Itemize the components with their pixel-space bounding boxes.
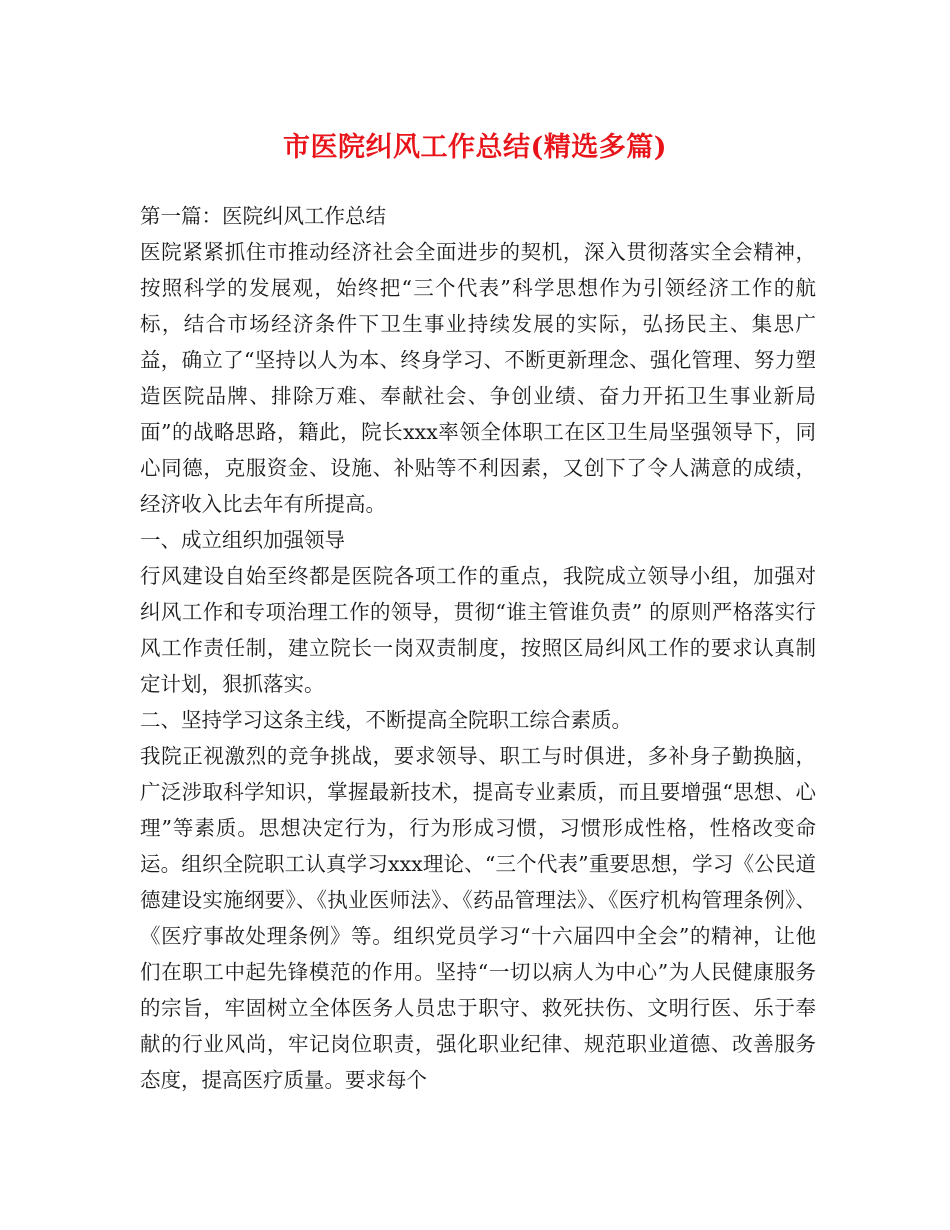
section-title: 第一篇：医院纠风工作总结 xyxy=(140,204,386,228)
intro-paragraph: 医院紧紧抓住市推动经济社会全面进步的契机，深入贯彻落实全会精神，按照科学的发展观，始终把“三个代表”科学思想作为引领经济工作的航标，结合市场经济条件下卫生事业持续发展的实际，弘扬民主、集思广益，确立了“坚持以人为本、终身学习、不断更新理念、强化管理、努力塑造医院品牌、排除万难、奉献社会、争创业绩、奋力开拓卫生事业新局面”的战略思路，籍此，院长xxx率领全体职工在区卫生局坚强领导下，同心同德，克服资金、设施、补贴等不利因素，又创下了令人满意的成绩，经济收入比去年有所提高。 xyxy=(140,240,816,516)
paragraph-1: 行风建设自始至终都是医院各项工作的重点，我院成立领导小组，加强对纠风工作和专项治理工作的领导，贯彻“谁主管谁负责” 的原则严格落实行风工作责任制，建立院长一岗双责制度，按照区局纠风工作的要求认真制定计划，狠抓落实。 xyxy=(140,564,816,696)
document-title: 市医院纠风工作总结(精选多篇) xyxy=(282,132,668,163)
section-heading-2: 二、坚持学习这条主线，不断提高全院职工综合素质。 xyxy=(140,708,632,732)
paragraph-2: 我院正视激烈的竞争挑战，要求领导、职工与时俱进，多补身子勤换脑，广泛涉取科学知识，掌握最新技术，提高专业素质，而且要增强“思想、心理”等素质。思想决定行为，行为形成习惯，习惯形成性格，性格改变命运。组织全院职工认真学习xxx理论、“三个代表”重要思想，学习《公民道德建设实施纲要》、《执业医师法》、《药品管理法》、《医疗机构管理条例》、《医疗事故处理条例》等。组织党员学习“十六届四中全会”的精神，让他们在职工中起先锋模范的作用。坚持“一切以病人为中心”为人民健康服务的宗旨，牢固树立全体医务人员忠于职守、救死扶伤、文明行医、乐于奉献的行业风尚，牢记岗位职责，强化职业纪律、规范职业道德、改善服务态度，提高医疗质量。要求每个 xyxy=(140,744,816,1092)
document-body xyxy=(140,198,816,1098)
section-heading-1: 一、成立组织加强领导 xyxy=(140,528,345,552)
